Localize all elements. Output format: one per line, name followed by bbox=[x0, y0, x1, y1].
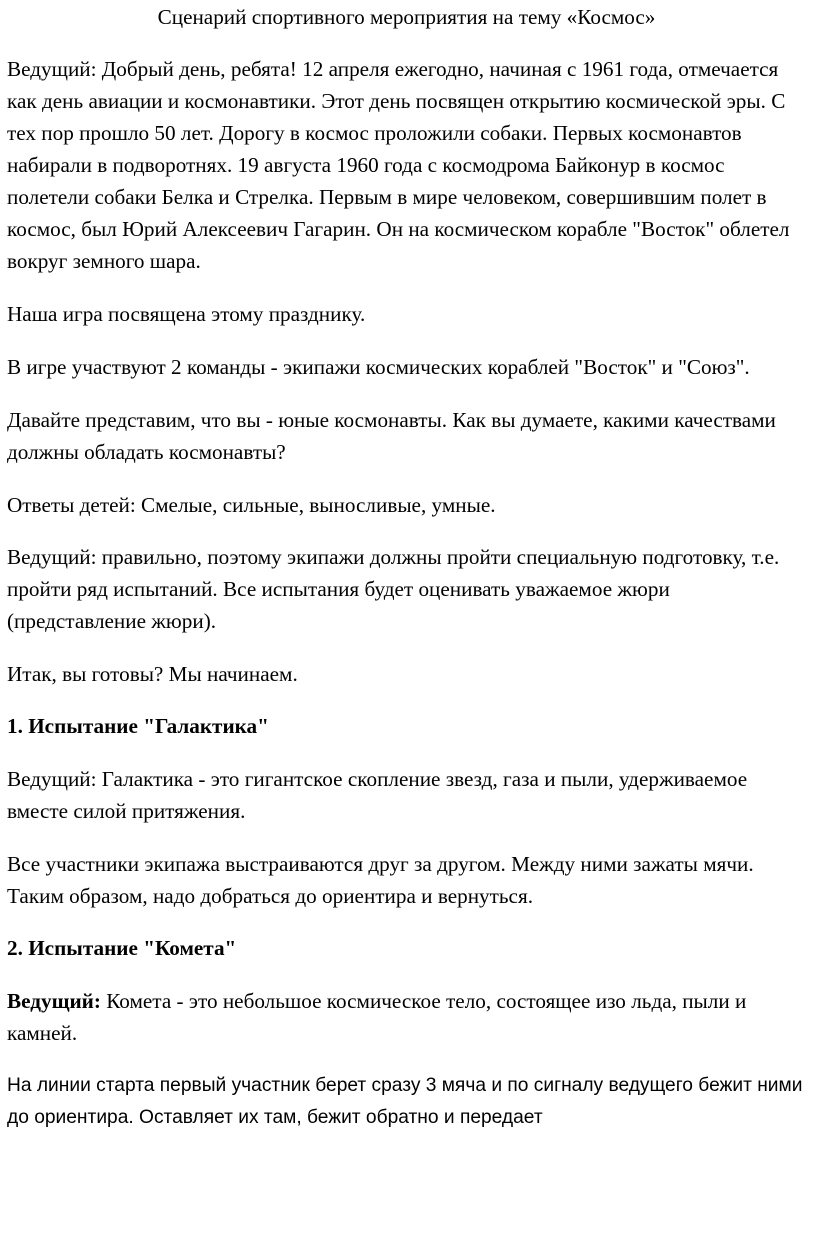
test1-rules-paragraph: Все участники экипажа выстраиваются друг за другом. Между ними зажаты мячи. Таким образом, надо добраться до ориентира и вернуться. bbox=[7, 852, 754, 908]
intro-paragraph: Ведущий: Добрый день, ребята! 12 апреля ежегодно, начиная с 1961 года, отмечается как день авиации и космонавтики. Этот день посвящен открытию космической эры. С тех пор прошло 50 лет. Дорогу в космос проложили собаки. Первых космонавтов набирали в подворотнях. 19 августа 1960 года с космодрома Байконур в космос полетели собаки Белка и Стрелка. Первым в мире человеком, совершившим полет в космос, был Юрий Алексеевич Гагарин. Он на космическом корабле "Восток" облетел вокруг земного шара. bbox=[7, 57, 790, 273]
game-dedication-paragraph: Наша игра посвящена этому празднику. bbox=[7, 302, 366, 326]
test2-rules-paragraph: На линии старта первый участник берет сразу 3 мяча и по сигналу ведущего бежит ними до ориентира. Оставляет их там, бежит обратно и передает bbox=[7, 1075, 803, 1128]
host-training-paragraph: Ведущий: правильно, поэтому экипажи должны пройти специальную подготовку, т.е. пройти ряд испытаний. Все испытания будет оценивать уважаемое жюри (представление жюри). bbox=[7, 545, 780, 633]
test2-heading: 2. Испытание "Комета" bbox=[7, 936, 237, 960]
test2-host-label: Ведущий: bbox=[7, 989, 101, 1013]
question-paragraph: Давайте представим, что вы - юные космонавты. Как вы думаете, какими качествами должны обладать космонавты? bbox=[7, 408, 776, 464]
document-title: Сценарий спортивного мероприятия на тему «Космос» bbox=[157, 5, 656, 29]
test2-host-paragraph bbox=[7, 985, 806, 1049]
test1-host-paragraph: Ведущий: Галактика - это гигантское скопление звезд, газа и пыли, удерживаемое вместе силой притяжения. bbox=[7, 767, 748, 823]
answers-paragraph: Ответы детей: Смелые, сильные, выносливые, умные. bbox=[7, 493, 496, 517]
teams-paragraph: В игре участвуют 2 команды - экипажи космических кораблей "Восток" и "Союз". bbox=[7, 355, 750, 379]
test1-heading: 1. Испытание "Галактика" bbox=[7, 714, 269, 738]
ready-paragraph: Итак, вы готовы? Мы начинаем. bbox=[7, 662, 298, 686]
test2-host-text: Комета - это небольшое космическое тело, состоящее изо льда, пыли и камней. bbox=[7, 989, 747, 1045]
